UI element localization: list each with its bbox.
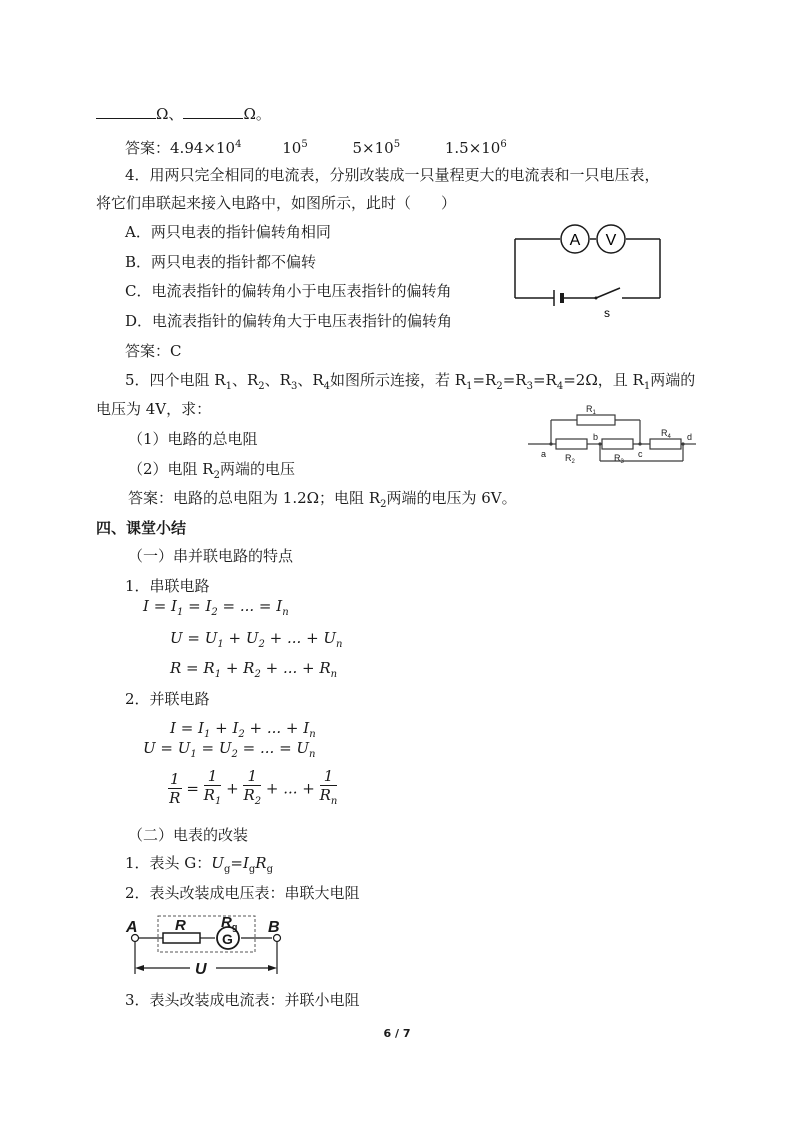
answer-value: 10 xyxy=(282,139,302,157)
arrow-left-icon xyxy=(135,965,144,971)
subscript: 4 xyxy=(556,381,564,392)
subscript: 1 xyxy=(225,381,232,392)
text: =R xyxy=(532,371,557,389)
resistor-r3 xyxy=(602,439,633,449)
answer-3 xyxy=(125,135,507,158)
text: =2Ω，且 R xyxy=(563,371,644,389)
parallel-resistance-formula: $\frac{1}{R}$ = $\frac{1}{R_1}$ + $\frac{1}{R_2}$ + ... + $\frac{1}{R_n}$ xyxy=(168,768,337,811)
ammeter-label: A xyxy=(569,232,581,249)
part2-heading: （二）电表的改装 xyxy=(128,826,249,844)
fraction: $\frac{1}{R_n}$ xyxy=(319,767,338,807)
q5-sub1: （1）电路的总电阻 xyxy=(128,430,258,448)
text: 5．四个电阻 R xyxy=(125,371,226,389)
q5-answer xyxy=(128,488,517,515)
page-number: 6 / 7 xyxy=(383,1027,411,1040)
text: 如图所示连接，若 R xyxy=(330,371,467,389)
text: 两端的电压为 6V。 xyxy=(386,489,517,507)
resistor-r2 xyxy=(556,439,587,449)
switch-label: s xyxy=(604,306,610,320)
resistor-r4 xyxy=(650,439,681,449)
subscript: 4 xyxy=(323,381,330,392)
subscript: 1 xyxy=(643,381,651,392)
answer-label: 答案： xyxy=(125,139,171,157)
voltmeter-conversion-diagram xyxy=(120,908,290,980)
switch-contact xyxy=(595,297,598,300)
resistor-r1 xyxy=(577,415,615,425)
node-dot xyxy=(681,442,684,445)
answer-value: 1.5×10 xyxy=(444,139,501,157)
label-r4: $R_4$ xyxy=(661,428,671,440)
label-b: B xyxy=(268,919,280,936)
q5-resistor-network xyxy=(520,400,710,468)
fill-blank-line xyxy=(96,104,271,124)
node-dot xyxy=(638,442,641,445)
subscript: 2 xyxy=(380,499,387,510)
q4-option-c: C．电流表指针的偏转角小于电压表指针的偏转角 xyxy=(125,282,452,300)
exponent: 5 xyxy=(393,139,401,150)
text: 、R xyxy=(297,371,324,389)
meter-item-3: 3．表头改装成电流表：并联小电阻 xyxy=(125,991,360,1009)
parallel-current-formula: $I = I_1 + I_2$ + ... + $I_n$ xyxy=(170,719,316,740)
answer-value: 5×10 xyxy=(352,139,394,157)
fraction: $\frac{1}{R}$ xyxy=(169,770,181,807)
q5-line1 xyxy=(125,370,695,397)
label-r: R xyxy=(175,917,186,934)
arrow-right-icon xyxy=(268,965,277,971)
series-voltage-formula: $U = U_1 + U_2$ + ... + $U_n$ xyxy=(170,629,343,650)
node-dot xyxy=(549,442,552,445)
text: 1．表头 G： xyxy=(125,854,212,872)
q4-circuit-diagram xyxy=(510,222,670,322)
subscript: 2 xyxy=(258,381,265,392)
label-g: G xyxy=(222,931,233,947)
section-heading: 四、课堂小结 xyxy=(96,519,187,537)
blank-1 xyxy=(96,104,156,119)
label-u: U xyxy=(195,961,207,978)
series-current-formula: $I = I_1 = I_2$ = ... = $I_n$ xyxy=(143,597,289,618)
text: 两端的 xyxy=(650,371,696,389)
subscript: 3 xyxy=(290,381,298,392)
label-rg: $R_g$ xyxy=(221,914,238,932)
node-label-c: c xyxy=(638,449,643,459)
node-label-a: a xyxy=(541,449,547,459)
subscript: 2 xyxy=(496,381,503,392)
node-label-b: b xyxy=(593,432,599,442)
subscript: 1 xyxy=(466,381,473,392)
text: =R xyxy=(502,371,527,389)
series-resistance-formula: $R = R_1 + R_2$ + ... + $R_n$ xyxy=(170,659,338,680)
label-r2: $R_2$ xyxy=(565,453,575,465)
voltmeter-label: V xyxy=(605,232,617,249)
subscript: 2 xyxy=(213,470,220,481)
part1-heading: （一）串并联电路的特点 xyxy=(128,547,294,565)
node-label-d: d xyxy=(687,432,693,442)
meter-item-2: 2．表头改装成电压表：串联大电阻 xyxy=(125,884,360,902)
q4-option-b: B．两只电表的指针都不偏转 xyxy=(125,253,317,271)
q4-answer: 答案：C xyxy=(125,342,182,360)
blank-2 xyxy=(183,104,243,119)
parallel-voltage-formula: $U = U_1 = U_2$ = ... = $U_n$ xyxy=(143,739,316,760)
unit-text: Ω、 xyxy=(156,105,184,123)
formula: $U_g=I_gR_g$ xyxy=(211,854,273,875)
text: =R xyxy=(472,371,497,389)
label-a: A xyxy=(126,919,138,936)
fraction: $\frac{1}{R_2}$ xyxy=(243,767,262,807)
text: 、R xyxy=(264,371,291,389)
q4-line1: 4．用两只完全相同的电流表，分别改装成一只量程更大的电流表和一只电压表， xyxy=(125,166,660,184)
fraction: $\frac{1}{R_1}$ xyxy=(203,767,222,807)
text: 两端的电压 xyxy=(219,460,295,478)
node-dot xyxy=(598,442,601,445)
q4-line2: 将它们串联起来接入电路中，如图所示，此时（ ） xyxy=(96,194,457,212)
parallel-heading: 2．并联电路 xyxy=(125,690,210,708)
exponent: 6 xyxy=(500,139,507,150)
q4-option-a: A．两只电表的指针偏转角相同 xyxy=(125,223,331,241)
subscript: 3 xyxy=(526,381,533,392)
resistor-r xyxy=(163,933,200,943)
label-r3: $R_3$ xyxy=(614,453,624,465)
label-r1: $R_1$ xyxy=(586,404,596,416)
q5-line2: 电压为 4V，求： xyxy=(96,400,212,418)
meter-item-1 xyxy=(125,853,273,880)
q4-option-d: D．电流表指针的偏转角大于电压表指针的偏转角 xyxy=(125,312,453,330)
exponent: 5 xyxy=(301,139,308,150)
unit-text: Ω。 xyxy=(243,105,271,123)
text: （2）电阻 R xyxy=(128,460,214,478)
q5-sub2 xyxy=(128,459,295,486)
answer-value: 4.94×10 xyxy=(170,139,236,157)
text: 、R xyxy=(231,371,259,389)
exponent: 4 xyxy=(235,139,242,150)
text: 答案：电路的总电阻为 1.2Ω；电阻 R xyxy=(128,489,381,507)
series-heading: 1．串联电路 xyxy=(125,577,210,595)
